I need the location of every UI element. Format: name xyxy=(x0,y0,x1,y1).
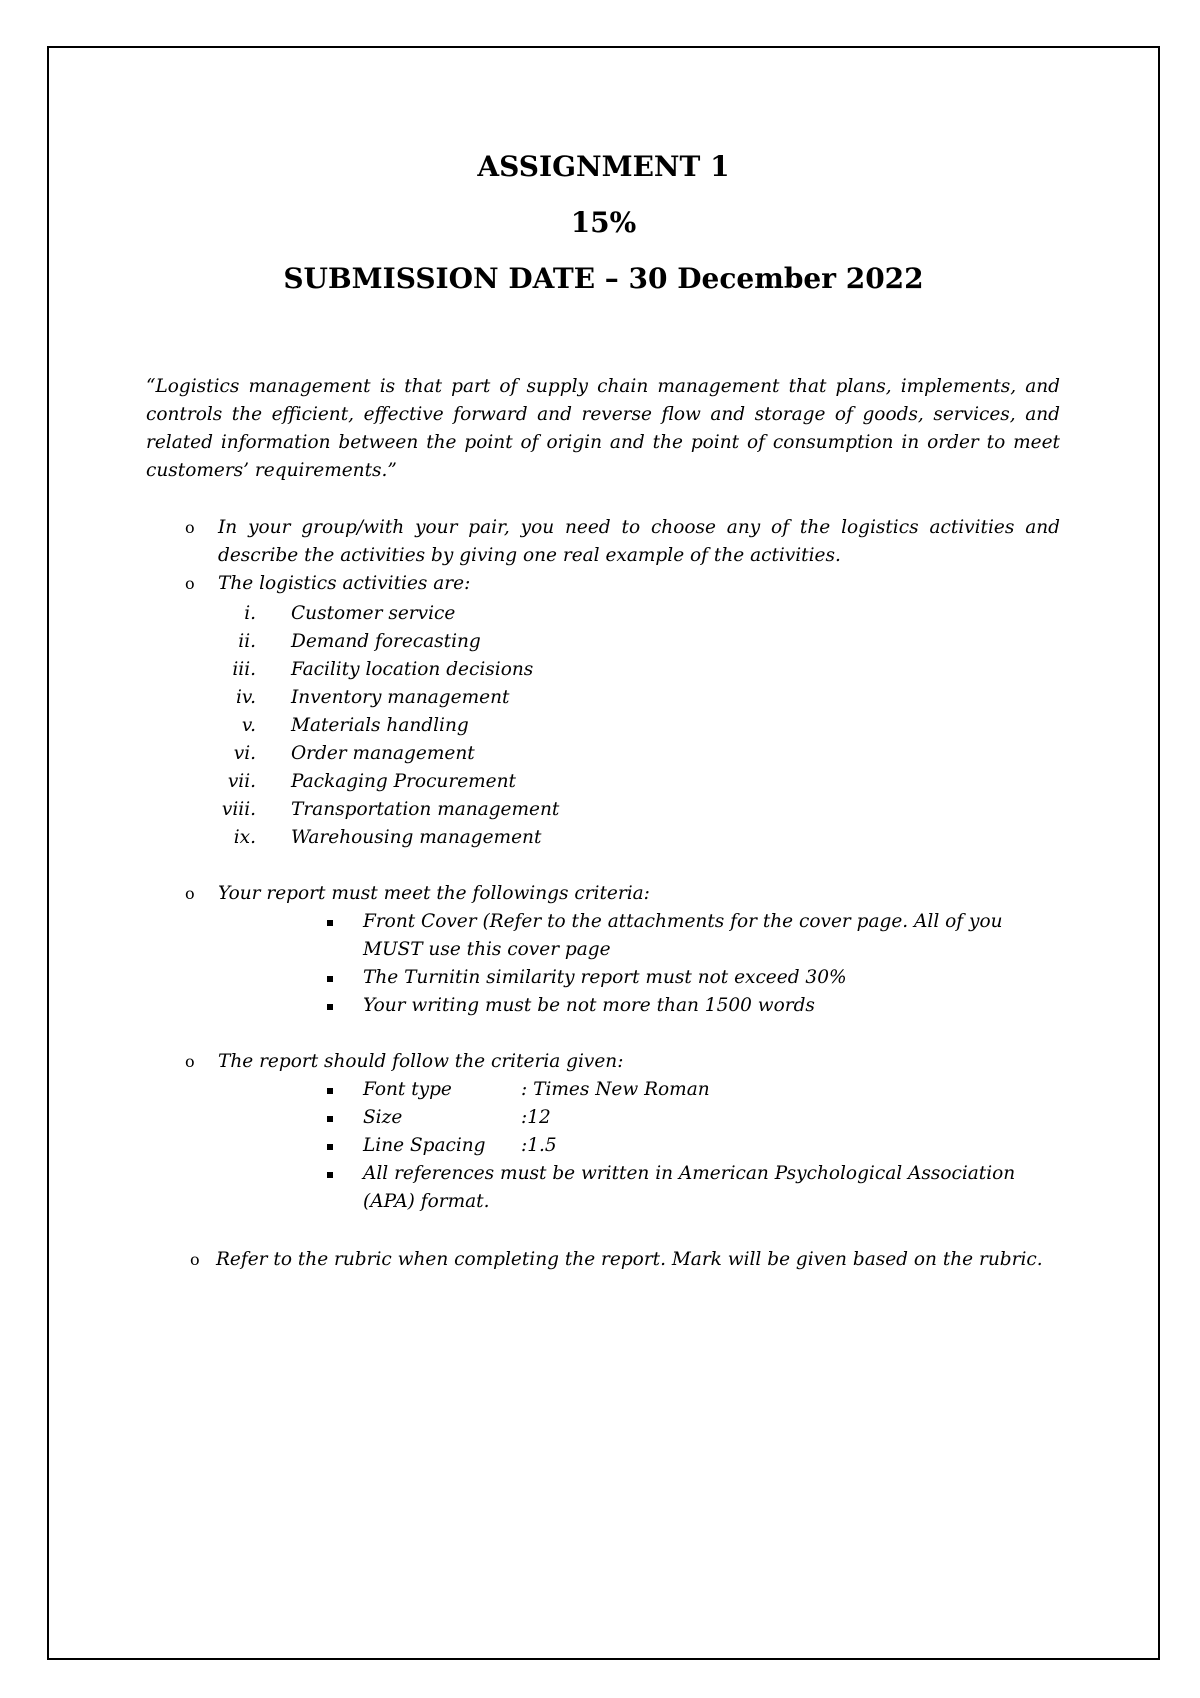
activity-number: vii. xyxy=(227,771,256,792)
criteria-item: The Turnitin similarity report must not exceed 30% xyxy=(363,967,847,988)
activity-number: viii. xyxy=(221,799,256,820)
activity-number: ix. xyxy=(233,827,256,848)
circle-bullet-icon: o xyxy=(185,574,195,593)
square-bullet-icon xyxy=(327,1004,333,1010)
criteria-item: Your writing must be not more than 1500 words xyxy=(363,995,815,1016)
activity-label: Order management xyxy=(291,743,475,764)
format-label: Size xyxy=(363,1107,403,1128)
format-value: : Times New Roman xyxy=(521,1079,710,1100)
assignment-title: ASSIGNMENT 1 xyxy=(477,150,730,183)
activity-number: v. xyxy=(241,715,256,736)
format-row-size xyxy=(363,1104,1063,1132)
activity-label: Customer service xyxy=(291,603,456,624)
format-row-font-type xyxy=(363,1076,1063,1104)
activity-label: Materials handling xyxy=(291,715,469,736)
format-value: :12 xyxy=(521,1107,551,1128)
definition-quote: “Logistics management is that part of supply chain management that plans, implements, and controls the efficient, effective forward and reverse flow and storage of goods, services, and related information between the point of origin and the point of consumption in order to meet customers’ requirements.” xyxy=(146,376,1060,481)
activities-intro: The logistics activities are: xyxy=(218,573,471,594)
report-criteria-intro: Your report must meet the followings criteria: xyxy=(218,883,650,904)
square-bullet-icon xyxy=(327,1116,333,1122)
circle-bullet-icon: o xyxy=(185,884,195,903)
square-bullet-icon xyxy=(327,976,333,982)
submission-date: SUBMISSION DATE – 30 December 2022 xyxy=(283,262,924,295)
activity-number: iii. xyxy=(232,659,256,680)
activity-number: ii. xyxy=(238,631,256,652)
format-value: :1.5 xyxy=(521,1135,557,1156)
circle-bullet-icon: o xyxy=(185,1052,195,1071)
activity-label: Packaging Procurement xyxy=(291,771,516,792)
criteria-item: Front Cover (Refer to the attachments for the cover page. All of you MUST use this cover page xyxy=(363,911,1003,960)
format-label: Font type xyxy=(363,1079,452,1100)
square-bullet-icon xyxy=(327,920,333,926)
choose-activity-instruction: In your group/with your pair, you need to choose any of the logistics activities and describe the activities by giving one real example of the activities. xyxy=(218,517,1060,566)
format-references: All references must be written in American Psychological Association (APA) format. xyxy=(363,1163,1016,1212)
circle-bullet-icon: o xyxy=(190,1250,200,1269)
activity-label: Demand forecasting xyxy=(291,631,481,652)
format-label: Line Spacing xyxy=(363,1135,486,1156)
activity-label: Warehousing management xyxy=(291,827,542,848)
activity-label: Facility location decisions xyxy=(291,659,534,680)
activity-label: Transportation management xyxy=(291,799,560,820)
square-bullet-icon xyxy=(327,1088,333,1094)
activity-number: vi. xyxy=(233,743,256,764)
assignment-weight: 15% xyxy=(570,206,637,239)
format-row-line-spacing xyxy=(363,1132,1063,1160)
activity-number: iv. xyxy=(235,687,256,708)
format-criteria-intro: The report should follow the criteria given: xyxy=(218,1051,624,1072)
square-bullet-icon xyxy=(327,1172,333,1178)
rubric-note: Refer to the rubric when completing the report. Mark will be given based on the rubric. xyxy=(216,1249,1043,1270)
activity-label: Inventory management xyxy=(291,687,510,708)
circle-bullet-icon: o xyxy=(185,518,195,537)
activity-number: i. xyxy=(244,603,256,624)
square-bullet-icon xyxy=(327,1144,333,1150)
